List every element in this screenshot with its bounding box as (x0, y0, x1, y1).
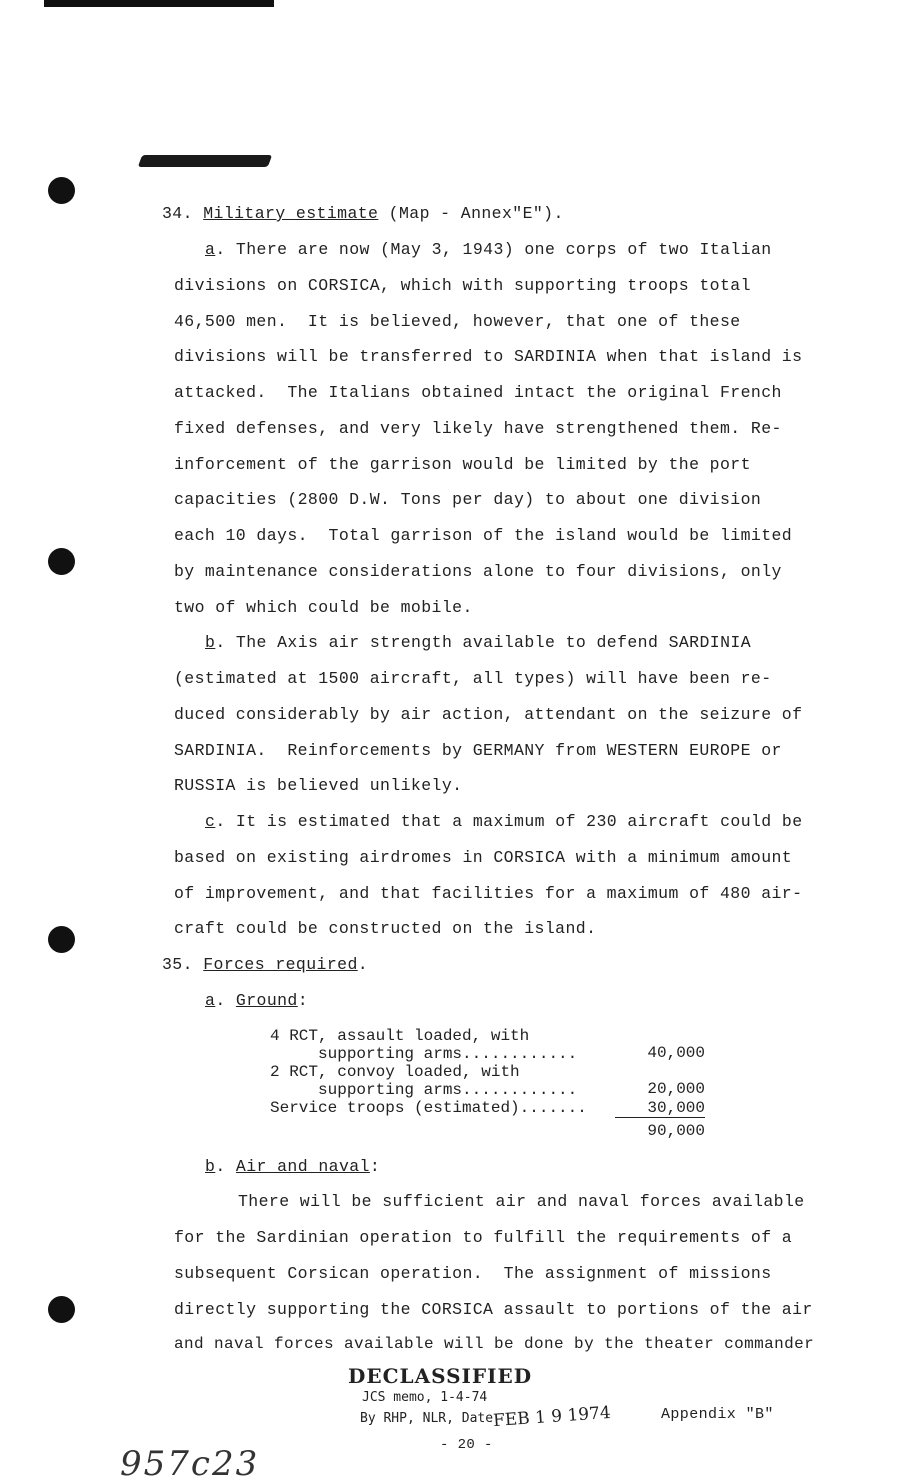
para-34a-line: a. There are now (May 3, 1943) one corps of two Italian (205, 240, 772, 259)
para-34-heading (162, 204, 564, 223)
para-34a-line: divisions on CORSICA, which with supporting troops total (174, 276, 751, 295)
subpara-letter: a (205, 240, 216, 259)
para-34a-line: attacked. The Italians obtained intact the original French (174, 383, 782, 402)
air-naval-title: Air and naval (235, 1157, 370, 1176)
stamp-memo-line: JCS memo, 1-4-74 (362, 1390, 488, 1405)
punch-hole (48, 548, 75, 575)
para-35a-heading: a. Ground: (205, 991, 309, 1010)
para-35-title: Forces required (203, 955, 358, 974)
para-34-title-suffix: (Map - Annex"E"). (378, 204, 564, 223)
para-35b-line: for the Sardinian operation to fulfill the requirements of a (174, 1228, 793, 1247)
para-35b-line: directly supporting the CORSICA assault to portions of the air (174, 1300, 813, 1319)
para-34b-line: (estimated at 1500 aircraft, all types) will have been re- (174, 669, 772, 688)
top-edge-bar (44, 0, 274, 7)
subpara-letter: c (205, 812, 216, 831)
para-34a-line: two of which could be mobile. (174, 598, 473, 617)
punch-hole (48, 177, 75, 204)
para-35b-line: There will be sufficient air and naval forces available (238, 1192, 805, 1211)
para-34b-line: SARDINIA. Reinforcements by GERMANY from WESTERN EUROPE or (174, 741, 782, 760)
subpara-letter: b (205, 633, 216, 652)
forces-total: 90,000 (647, 1122, 705, 1140)
para-34b-line: b. The Axis air strength available to defend SARDINIA (205, 633, 751, 652)
forces-table-row: 4 RCT, assault loaded, with supporting arms............ (270, 1027, 578, 1063)
subpara-letter: b (205, 1157, 216, 1176)
redaction-mark (138, 155, 272, 167)
para-34b-line: duced considerably by air action, attendant on the seizure of (174, 705, 803, 724)
para-34c-line: craft could be constructed on the island. (174, 919, 597, 938)
para-34a-line: by maintenance considerations alone to four divisions, only (174, 562, 782, 581)
subpara-letter: a (205, 991, 216, 1010)
forces-value: 40,000 (647, 1044, 705, 1062)
para-35-number: 35. (162, 955, 193, 974)
forces-value: 30,000 (615, 1099, 705, 1118)
forces-table-row: Service troops (estimated)....... (270, 1099, 587, 1117)
para-34a-line: inforcement of the garrison would be limited by the port (174, 455, 751, 474)
para-34b-line: RUSSIA is believed unlikely. (174, 776, 463, 795)
para-34-title: Military estimate (203, 204, 379, 223)
page-number: - 20 - (440, 1437, 493, 1453)
para-35-heading: 35. Forces required. (162, 955, 369, 974)
para-34a-line: each 10 days. Total garrison of the island would be limited (174, 526, 793, 545)
para-34c-line: of improvement, and that facilities for a maximum of 480 air- (174, 884, 803, 903)
para-35b-heading: b. Air and naval: (205, 1157, 381, 1176)
forces-value: 20,000 (647, 1080, 705, 1098)
para-34-number: 34. (162, 204, 193, 223)
para-35b-line: and naval forces available will be done by the theater commander (174, 1335, 815, 1353)
appendix-label: Appendix "B" (661, 1406, 774, 1423)
declassified-stamp: DECLASSIFIED (348, 1364, 533, 1388)
para-34a-line: 46,500 men. It is believed, however, that one of these (174, 312, 741, 331)
para-35b-line: subsequent Corsican operation. The assignment of missions (174, 1264, 772, 1283)
punch-hole (48, 1296, 75, 1323)
para-34a-line: divisions will be transferred to SARDINIA when that island is (174, 347, 803, 366)
forces-table-row: 2 RCT, convoy loaded, with supporting arms............ (270, 1063, 578, 1099)
ground-title: Ground (235, 991, 298, 1010)
para-34c-line: based on existing airdromes in CORSICA with a minimum amount (174, 848, 793, 867)
stamp-date: FEB 1 9 1974 (492, 1402, 612, 1432)
para-34c-line: c. It is estimated that a maximum of 230 aircraft could be (205, 812, 803, 831)
handwritten-number: 957c23 (120, 1444, 260, 1484)
para-34a-line: fixed defenses, and very likely have strengthened them. Re- (174, 419, 782, 438)
stamp-by-line: By RHP, NLR, DateFEB 1 9 1974 (360, 1402, 612, 1432)
punch-hole (48, 926, 75, 953)
para-34a-line: capacities (2800 D.W. Tons per day) to about one division (174, 490, 762, 509)
